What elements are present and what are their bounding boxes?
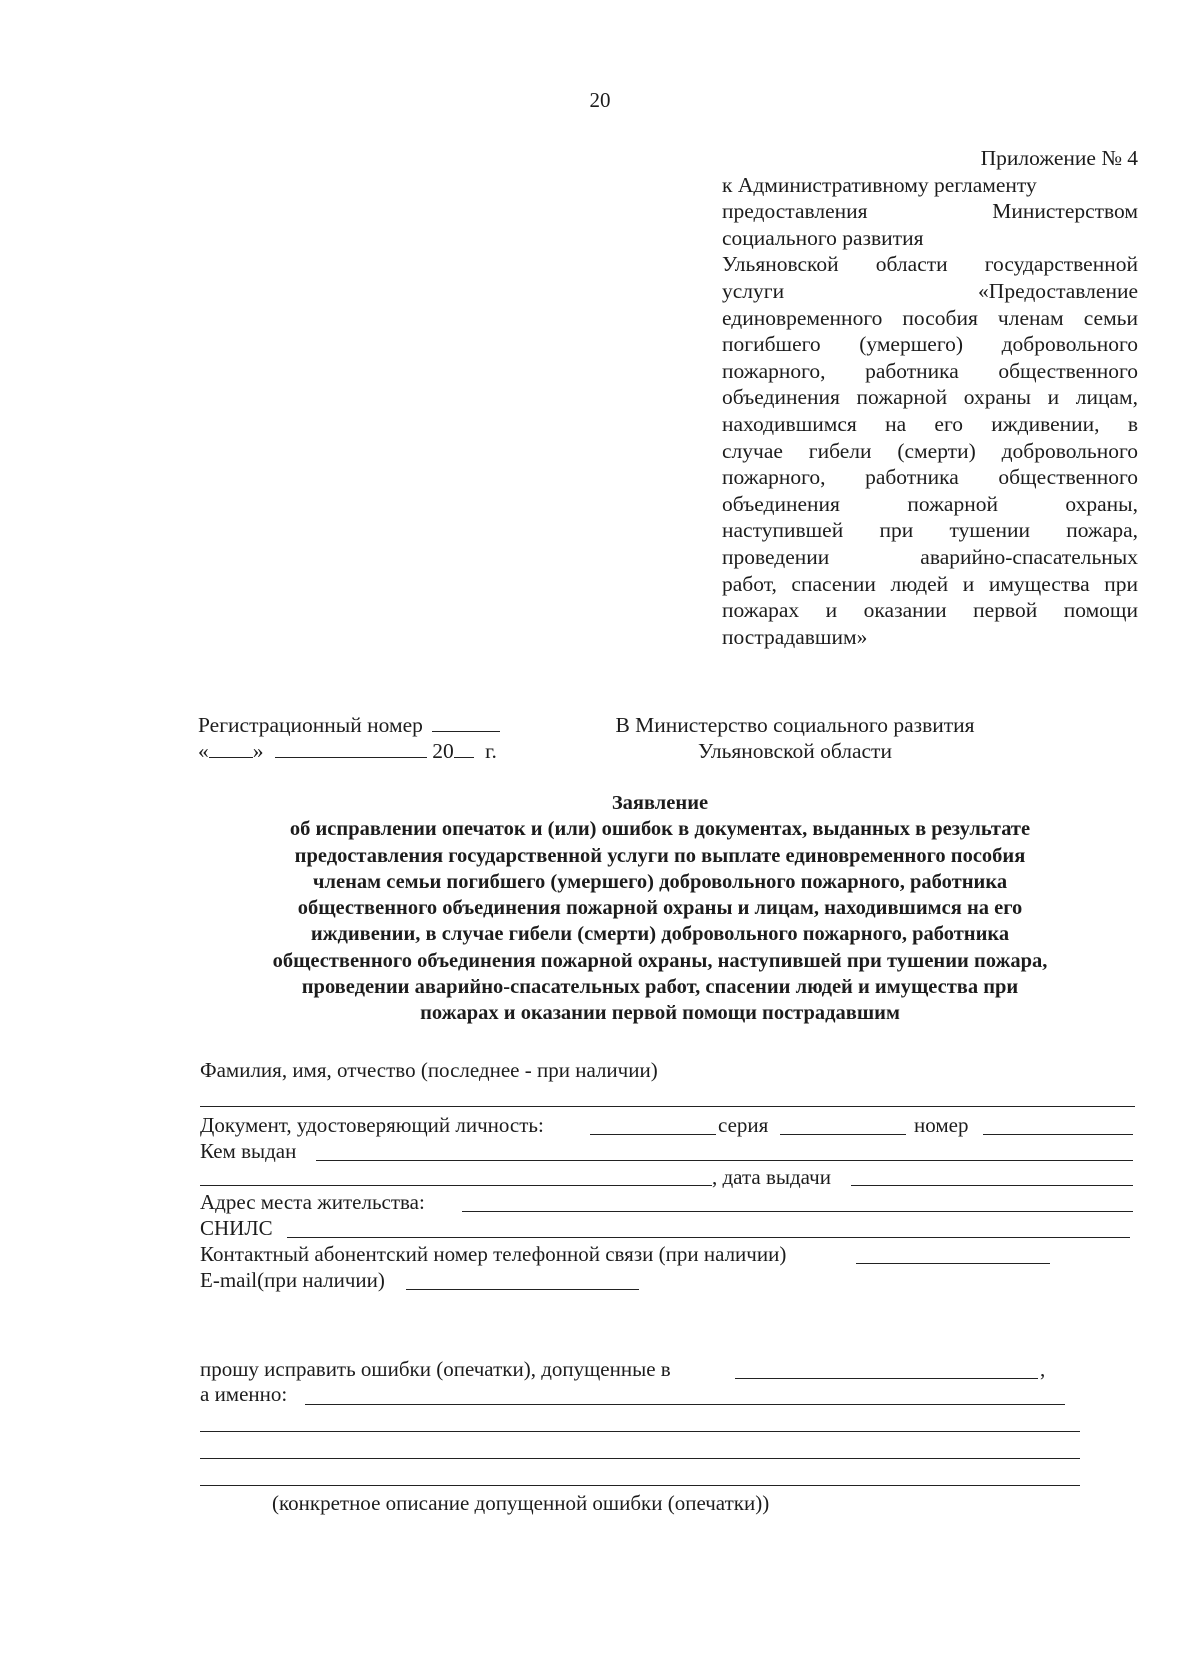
appendix-line: объединения пожарной охраны,: [722, 491, 1138, 516]
error-description-field[interactable]: [200, 1431, 1080, 1432]
full-name-label: Фамилия, имя, отчество (последнее - при наличии): [200, 1058, 658, 1082]
issue-date-field[interactable]: [851, 1185, 1133, 1186]
appendix-line: предоставления Министерством: [722, 199, 1138, 224]
heading-line: проведении аварийно-спасательных работ, спасении людей и имущества при: [301, 976, 1019, 999]
registration-number-label: Регистрационный номер: [198, 713, 423, 737]
appendix-line: услуги «Предоставление: [722, 278, 1138, 303]
application-title: Заявление: [611, 792, 709, 814]
snils-field[interactable]: [287, 1237, 1130, 1238]
appendix-line: проведении аварийно-спасательных: [722, 544, 1138, 569]
date-year-prefix: 20: [432, 739, 454, 763]
appendix-line: пожарах и оказании первой помощи: [722, 598, 1138, 623]
appendix-line: наступившей при тушении пожара,: [722, 518, 1138, 543]
series-label: серия: [718, 1113, 769, 1137]
registration-date-row: [198, 738, 500, 764]
issued-by-field-continued[interactable]: [200, 1185, 712, 1186]
email-field[interactable]: [406, 1289, 639, 1290]
recipient-line-1: В Министерство социального развития: [615, 713, 975, 737]
appendix-line: единовременного пособия членам семьи: [722, 305, 1138, 330]
full-name-field[interactable]: [200, 1106, 1135, 1107]
appendix-line: Ульяновской области государственной: [722, 252, 1138, 277]
error-description-field[interactable]: [200, 1458, 1080, 1459]
registration-number-row: [198, 712, 500, 738]
application-heading: [200, 790, 1120, 1027]
heading-line: предоставления государственной услуги по выплате единовременного пособия: [294, 844, 1026, 867]
appendix-line: объединения пожарной охраны и лицам,: [722, 385, 1138, 410]
number-label: номер: [914, 1113, 969, 1137]
series-field[interactable]: [780, 1134, 906, 1135]
phone-field[interactable]: [856, 1263, 1050, 1264]
appendix-line: погибшего (умершего) добровольного: [722, 332, 1138, 357]
phone-label: Контактный абонентский номер телефонной связи (при наличии): [200, 1242, 787, 1266]
request-document-field[interactable]: [735, 1378, 1038, 1379]
number-field[interactable]: [983, 1134, 1133, 1135]
date-year-field[interactable]: [454, 739, 474, 758]
heading-line: пожарах и оказании первой помощи пострадавшим: [420, 1002, 900, 1025]
id-document-label: Документ, удостоверяющий личность:: [200, 1113, 544, 1137]
error-description-caption: (конкретное описание допущенной ошибки (опечатки)): [272, 1491, 770, 1515]
date-month-field[interactable]: [275, 739, 427, 758]
heading-line: об исправлении опечаток и (или) ошибок в документах, выданных в результате: [289, 818, 1031, 841]
date-open-quote: «: [198, 739, 209, 763]
email-label: E-mail(при наличии): [200, 1268, 385, 1292]
issued-by-label: Кем выдан: [200, 1139, 297, 1163]
appendix-line: работ, спасении людей и имущества при: [722, 571, 1138, 596]
page-number: 20: [589, 88, 611, 112]
appendix-line: случае гибели (смерти) добровольного: [722, 438, 1138, 463]
address-label: Адрес места жительства:: [200, 1190, 425, 1214]
appendix-line: пострадавшим»: [722, 624, 868, 649]
appendix-line: пожарного, работника общественного: [722, 465, 1138, 490]
appendix-line: к Административному регламенту: [722, 172, 1037, 197]
date-day-field[interactable]: [209, 739, 253, 758]
request-label: прошу исправить ошибки (опечатки), допущенные в: [200, 1357, 671, 1381]
request-comma: ,: [1040, 1357, 1046, 1381]
date-close-quote: »: [252, 739, 264, 763]
appendix-title: Приложение № 4: [980, 146, 1138, 170]
appendix-line: социального развития: [722, 225, 924, 250]
date-year-suffix: г.: [485, 739, 497, 763]
heading-line: членам семьи погибшего (умершего) добровольного пожарного, работника: [312, 870, 1008, 893]
id-document-type-field[interactable]: [590, 1134, 716, 1135]
appendix-block: [722, 145, 1138, 650]
recipient-block: [585, 712, 1005, 764]
heading-line: иждивении, в случае гибели (смерти) добровольного пожарного, работника: [310, 923, 1010, 946]
appendix-line: пожарного, работника общественного: [722, 358, 1138, 383]
issue-date-label: , дата выдачи: [712, 1165, 831, 1189]
namely-label: а именно:: [200, 1382, 288, 1406]
error-description-field[interactable]: [200, 1485, 1080, 1486]
appendix-line: находившимся на его иждивении, в: [722, 411, 1138, 436]
registration-number-field[interactable]: [432, 713, 500, 732]
address-field[interactable]: [462, 1211, 1133, 1212]
issued-by-field[interactable]: [316, 1160, 1133, 1161]
heading-line: общественного объединения пожарной охраны, наступившей при тушении пожара,: [272, 949, 1048, 972]
registration-block: [198, 712, 500, 764]
heading-line: общественного объединения пожарной охраны и лицам, находившимся на его: [297, 897, 1023, 920]
snils-label: СНИЛС: [200, 1216, 273, 1240]
recipient-line-2: Ульяновской области: [698, 739, 892, 763]
error-description-field[interactable]: [305, 1404, 1065, 1405]
